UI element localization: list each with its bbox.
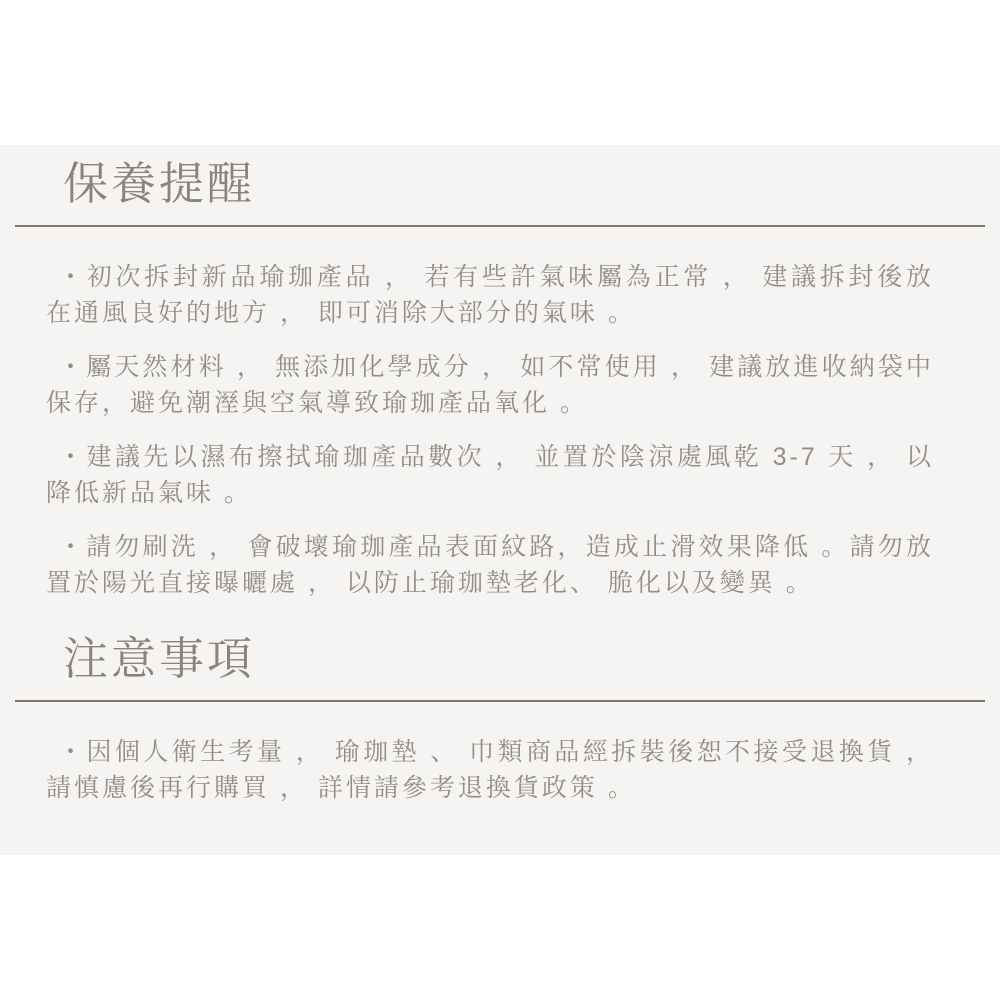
care-note-text: 請勿刷洗 ， 會破壞瑜珈產品表面紋路，造成止滑效果降低 。請勿放置於陽光直接曝曬處 ， 以防止瑜珈墊老化、 脆化以及變異 。 bbox=[46, 533, 934, 597]
care-note-text: 屬天然材料 ， 無添加化學成分 ， 如不常使用 ， 建議放進收納袋中保存，避免潮溼與空氣導致瑜珈產品氧化 。 bbox=[46, 353, 934, 417]
section-divider bbox=[15, 225, 985, 227]
care-instructions-panel bbox=[0, 145, 1000, 855]
care-note-no-scrubbing bbox=[46, 529, 934, 601]
bullet-icon: ・ bbox=[58, 263, 87, 291]
notice-text: 因個人衛生考量 ， 瑜珈墊 、 巾類商品經拆裝後恕不接受退換貨 ， 請慎慮後再行購買 ， 詳情請參考退換貨政策 。 bbox=[46, 738, 934, 802]
section-care-reminders bbox=[0, 158, 1000, 601]
bullet-icon: ・ bbox=[58, 353, 87, 381]
section-divider bbox=[15, 700, 985, 702]
care-reminders-title: 保養提醒 bbox=[63, 158, 256, 209]
bullet-icon: ・ bbox=[58, 533, 87, 561]
section-notices bbox=[0, 633, 1000, 806]
bullet-icon: ・ bbox=[58, 738, 87, 766]
care-note-unboxing bbox=[46, 259, 934, 331]
care-note-text: 初次拆封新品瑜珈產品 ， 若有些許氣味屬為正常 ， 建議拆封後放在通風良好的地方 ， 即可消除大部分的氣味 。 bbox=[46, 263, 934, 327]
care-note-text: 建議先以濕布擦拭瑜珈產品數次 ， 並置於陰涼處風乾 3-7 天 ， 以降低新品氣味 。 bbox=[46, 443, 934, 507]
care-note-natural-material bbox=[46, 349, 934, 421]
bullet-icon: ・ bbox=[58, 443, 87, 471]
notices-title: 注意事項 bbox=[63, 633, 256, 684]
care-note-wipe-dry bbox=[46, 439, 934, 511]
notice-no-returns bbox=[46, 734, 934, 806]
